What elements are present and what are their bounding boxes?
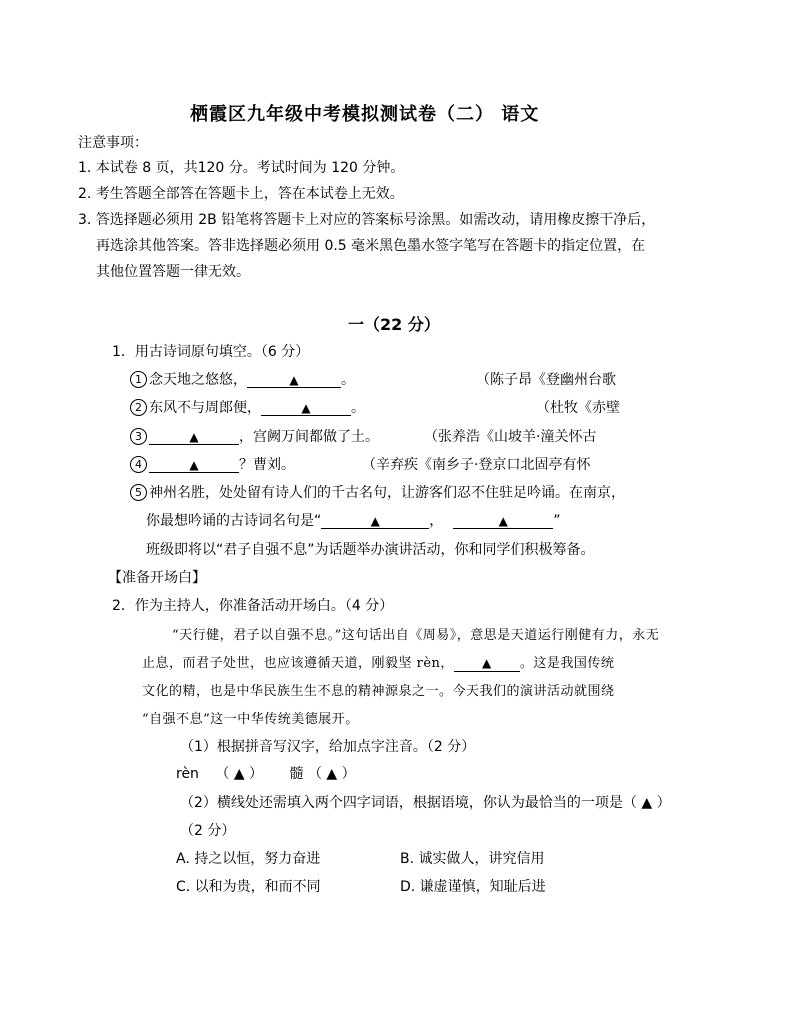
passage-line-1: “天行健，君子以自强不息。”这句话出自《周易》，意思是天道运行刚健有力，永无 xyxy=(172,628,660,643)
answer-blank: ▲ xyxy=(149,458,239,473)
circled-number: 4 xyxy=(130,456,147,473)
answer-blank: ▲ xyxy=(453,514,553,529)
sub-question-2: （2）横线处还需填入两个四字词语，根据语境，你认为最恰当的一项是（ ▲ ） xyxy=(180,795,671,811)
q1-item-3: 3 ▲ ，宫阙万间都做了土。 xyxy=(130,426,379,446)
pinyin-row: rèn （ ▲ ） 髓 （ ▲ ） xyxy=(176,766,356,782)
option-b: B. 诚实做人，讲究信用 xyxy=(400,851,545,867)
answer-blank: ▲ xyxy=(247,373,341,388)
notes-item-3: 3. 答选择题必须用 2B 铅笔将答题卡上对应的答案标号涂黑。如需改动，请用橡皮擦干净后， xyxy=(78,212,656,228)
answer-blank: ▲ xyxy=(261,401,351,416)
question-1-stem: 1．用古诗词原句填空。（6 分） xyxy=(112,344,310,360)
circled-number: 1 xyxy=(130,371,147,388)
option-d: D. 谦虚谨慎，知耻后进 xyxy=(400,879,546,895)
q1-item-5-line2: 你最想吟诵的古诗词名句是“ ▲ ， ▲ ” xyxy=(146,513,561,529)
option-c: C. 以和为贵，和而不同 xyxy=(176,879,321,895)
notes-item-2: 2. 考生答题全部答在答题卡上，答在本试卷上无效。 xyxy=(78,186,404,202)
notes-heading: 注意事项： xyxy=(78,135,148,151)
passage-line-3: 文化的精，也是中华民族生生不息的精神源泉之一。今天我们的演讲活动就围绕 xyxy=(142,684,615,699)
q1-item-1-source: （陈子昂《登幽州台歌 xyxy=(476,372,616,388)
q1-item-3-source: （张养浩《山坡羊·潼关怀古 xyxy=(424,429,597,445)
q1-item-5: 5 神州名胜，处处留有诗人们的千古名句，让游客们忍不住驻足吟诵。在南京， xyxy=(130,482,625,502)
activity-intro: 班级即将以“君子自强不息”为话题举办演讲活动，你和同学们积极筹备。 xyxy=(146,542,595,558)
sub-question-1: （1）根据拼音写汉字，给加点字注音。（2 分） xyxy=(180,739,476,755)
q1-item-1: 1 念天地之悠悠， ▲ 。 xyxy=(130,369,355,389)
q1-item-2-source: （杜牧《赤壁 xyxy=(536,400,620,416)
prep-label: 【准备开场白】 xyxy=(108,570,206,586)
notes-item-3-cont: 再选涂其他答案。答非选择题必须用 0.5 毫米黑色墨水签字笔写在答题卡的指定位置，在 xyxy=(96,238,646,254)
section-title: 一（22 分） xyxy=(348,315,440,334)
passage-line-2: 止息，而君子处世，也应该遵循天道，刚毅坚 rèn， ▲ 。这是我国传统 xyxy=(142,656,615,671)
q1-item-4-source: （辛弃疾《南乡子·登京口北固亭有怀 xyxy=(362,457,591,473)
answer-blank: ▲ xyxy=(149,430,239,445)
passage-line-4: “自强不息”这一中华传统美德展开。 xyxy=(142,712,359,727)
notes-item-1: 1. 本试卷 8 页，共120 分。考试时间为 120 分钟。 xyxy=(78,160,405,176)
question-2-stem: 2．作为主持人，你准备活动开场白。（4 分） xyxy=(112,598,394,614)
answer-blank: ▲ xyxy=(321,514,429,529)
sub-question-2-score: （2 分） xyxy=(180,823,236,839)
circled-number: 5 xyxy=(130,484,147,501)
q1-item-2: 2 东风不与周郎便， ▲ 。 xyxy=(130,397,365,417)
option-a: A. 持之以恒，努力奋进 xyxy=(176,851,321,867)
circled-number: 2 xyxy=(130,399,147,416)
page-title: 栖霞区九年级中考模拟测试卷（二） 语文 xyxy=(190,104,540,125)
answer-blank: ▲ xyxy=(454,656,520,672)
notes-item-3-cont2: 其他位置答题一律无效。 xyxy=(96,264,250,280)
q1-item-4: 4 ▲ ？曹刘。 xyxy=(130,454,295,474)
circled-number: 3 xyxy=(130,428,147,445)
